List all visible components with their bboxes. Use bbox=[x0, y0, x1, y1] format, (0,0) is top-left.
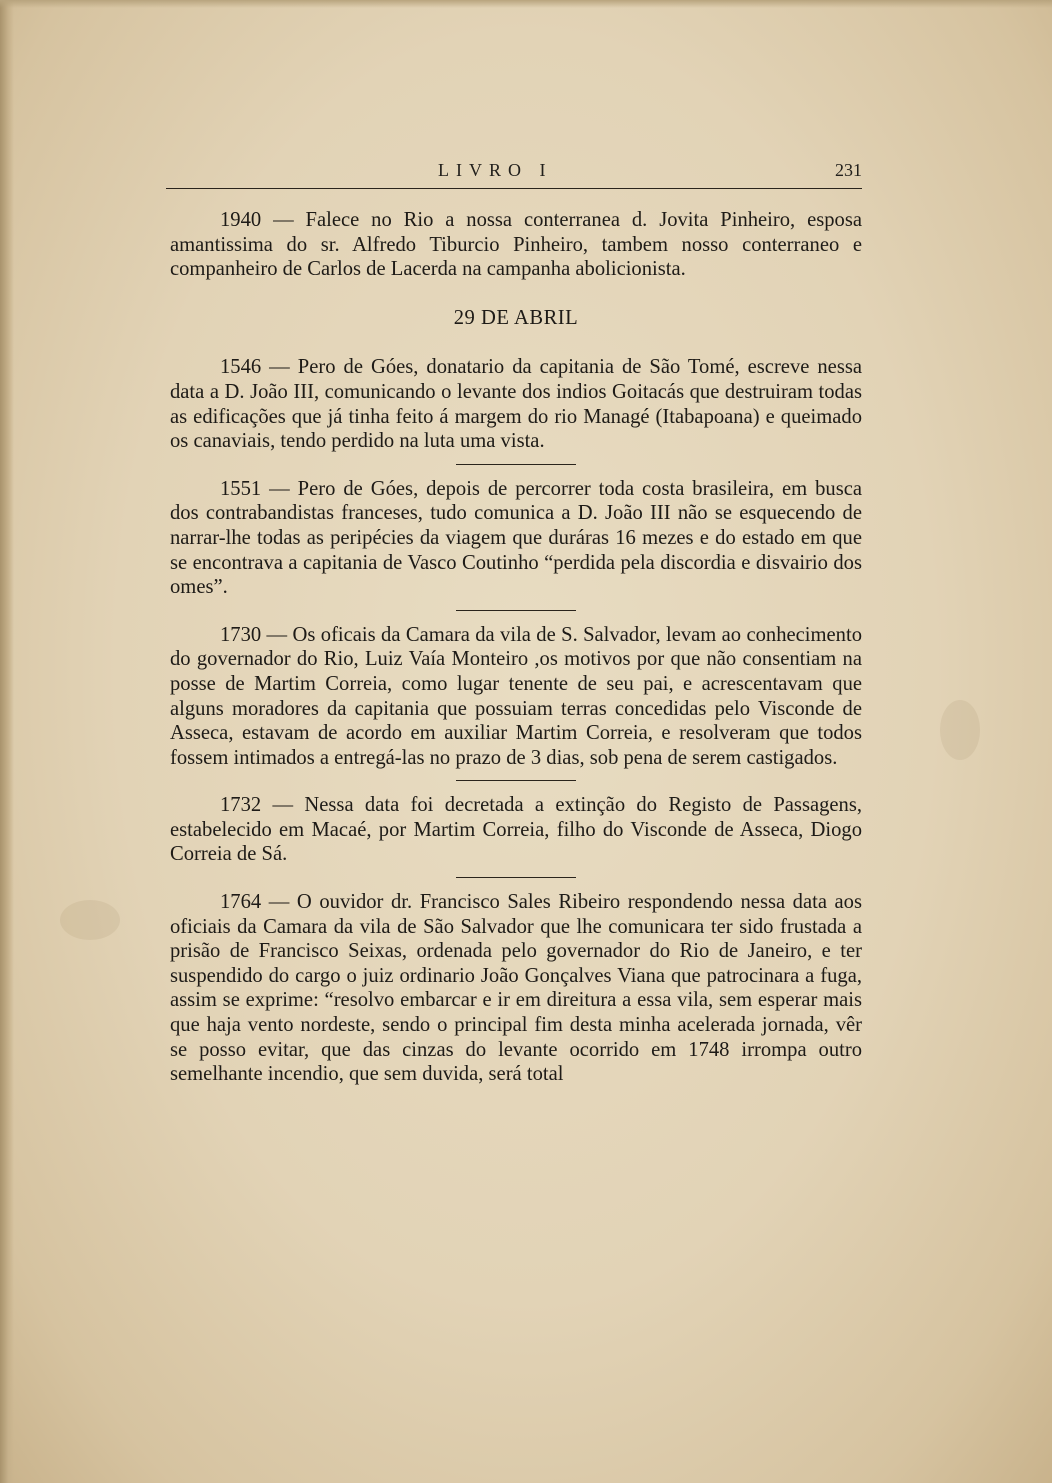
separator-rule bbox=[456, 610, 576, 611]
entry-1764: 1764 — O ouvidor dr. Francisco Sales Ribeiro respondendo nessa data aos oficiais da Camara da vila de São Salvador que lhe comunicara ter sido frustada a prisão de Francisco Seixas, ordenada pelo governador do Rio de Janeiro, e ter suspendido do cargo o juiz ordinario João Gonçalves Viana que patrocinara a fuga, assim se exprime: “resolvo embarcar e ir em direitura a essa vila, sem esperar mais que haja vento nordeste, sendo o principal fim desta minha acelerada jornada, vêr se posso evitar, que das cinzas do levante ocorrido em 1748 irrompa outro semelhante incendio, que sem duvida, será total bbox=[170, 891, 862, 1086]
paper-stain bbox=[60, 900, 120, 940]
entry-1730: 1730 — Os oficais da Camara da vila de S. Salvador, levam ao conhecimento do governador do Rio, Luiz Vaía Monteiro ,os motivos por que não consentiam na posse de Martim Correia, como lugar tenente de seu pai, e acrescentavam que alguns moradores da capitania que possuiam terras concedidas pelo Visconde de Asseca, estavam de acordo em auxiliar Martim Correia, e resolveram que todos fossem intimados a entregá-las no prazo de 3 dias, sob pena de serem castigados. bbox=[170, 623, 862, 769]
running-head: LIVRO I bbox=[438, 160, 553, 180]
section-heading: 29 DE ABRIL bbox=[453, 306, 579, 329]
entry-1940: 1940 — Falece no Rio a nossa conterranea d. Jovita Pinheiro, esposa amantissima do sr. Alfredo Tiburcio Pinheiro, tambem nosso conterraneo e companheiro de Carlos de Lacerda na campanha abolicionista. bbox=[170, 209, 862, 281]
separator-rule bbox=[456, 464, 576, 465]
page-body bbox=[170, 208, 862, 1087]
entry-1732: 1732 — Nessa data foi decretada a extinção do Registo de Passagens, estabelecido em Macaé, por Martim Correia, filho do Visconde de Asseca, Diogo Correia de Sá. bbox=[170, 794, 862, 866]
entry-1551: 1551 — Pero de Góes, depois de percorrer toda costa brasileira, em busca dos contrabandistas franceses, tudo comunica a D. João III não se esquecendo de narrar-lhe todas as peripécies da viagem que duráras 16 mezes e do estado em que se encontrava a capitania de Vasco Coutinho “perdida pela discordia e disvairio dos omes”. bbox=[170, 477, 862, 599]
paper-stain bbox=[940, 700, 980, 760]
page-top-shadow bbox=[0, 0, 1052, 8]
page-number: 231 bbox=[835, 160, 862, 180]
page-edge-shadow bbox=[0, 0, 14, 1483]
separator-rule bbox=[456, 780, 576, 781]
page-header bbox=[166, 158, 862, 189]
entry-1546: 1546 — Pero de Góes, donatario da capitania de São Tomé, escreve nessa data a D. João III, comunicando o levante dos indios Goitacás que destruiram todas as edificações que já tinha feito á margem do rio Managé (Itabapoana) e queimado os canaviais, tendo perdido na luta uma vista. bbox=[170, 356, 862, 453]
separator-rule bbox=[456, 877, 576, 878]
